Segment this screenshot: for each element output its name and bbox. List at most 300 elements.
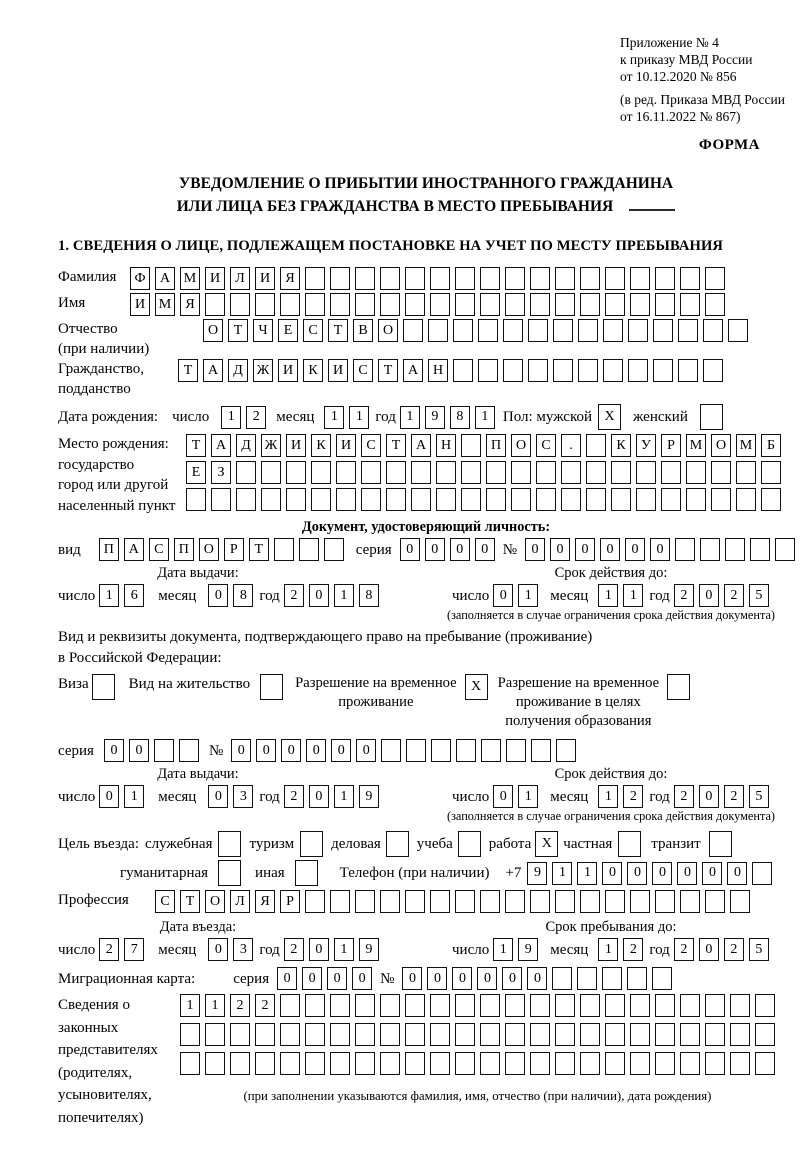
char-cell[interactable] [355,890,375,913]
char-cell[interactable] [380,1023,400,1046]
char-cell[interactable] [280,293,300,316]
char-cell[interactable]: 0 [550,538,570,561]
char-cell[interactable] [730,890,750,913]
char-cell[interactable] [711,461,731,484]
char-cell[interactable] [705,293,725,316]
char-cell[interactable] [461,461,481,484]
char-cell[interactable] [603,359,623,382]
char-cell[interactable] [761,488,781,511]
char-cell[interactable] [236,461,256,484]
char-cell[interactable] [330,890,350,913]
char-cell[interactable] [480,890,500,913]
char-cell[interactable]: Н [436,434,456,457]
char-cell[interactable] [705,1023,725,1046]
char-cell[interactable]: Я [280,267,300,290]
char-cell[interactable] [255,1023,275,1046]
char-cell[interactable] [180,1023,200,1046]
char-cell[interactable] [505,293,525,316]
char-cell[interactable]: 0 [356,739,376,762]
char-cell[interactable] [703,359,723,382]
char-cell[interactable]: 6 [124,584,144,607]
char-cell[interactable] [752,862,772,885]
char-cell[interactable]: 1 [180,994,200,1017]
char-cell[interactable] [580,994,600,1017]
char-cell[interactable] [555,890,575,913]
char-cell[interactable]: Е [278,319,298,342]
char-cell[interactable] [456,739,476,762]
char-cell[interactable] [705,267,725,290]
char-cell[interactable] [505,1023,525,1046]
char-cell[interactable] [630,267,650,290]
char-cell[interactable] [380,1052,400,1075]
char-cell[interactable]: 2 [284,938,304,961]
char-cell[interactable] [580,1052,600,1075]
char-cell[interactable] [680,293,700,316]
char-cell[interactable] [655,994,675,1017]
char-cell[interactable] [486,461,506,484]
char-cell[interactable] [603,319,623,342]
char-cell[interactable] [755,994,775,1017]
char-cell[interactable] [530,1052,550,1075]
char-cell[interactable]: 9 [359,785,379,808]
char-cell[interactable] [630,293,650,316]
char-cell[interactable]: 1 [334,584,354,607]
char-cell[interactable]: В [353,319,373,342]
char-cell[interactable]: С [353,359,373,382]
char-cell[interactable] [586,488,606,511]
char-cell[interactable]: Р [280,890,300,913]
char-cell[interactable] [705,994,725,1017]
char-cell[interactable]: 1 [124,785,144,808]
char-cell[interactable] [355,1023,375,1046]
char-cell[interactable] [661,488,681,511]
char-cell[interactable] [530,293,550,316]
char-cell[interactable] [630,890,650,913]
char-cell[interactable] [405,994,425,1017]
char-cell[interactable] [411,461,431,484]
char-cell[interactable]: 0 [231,739,251,762]
char-cell[interactable]: 0 [602,862,622,885]
char-cell[interactable] [405,267,425,290]
char-cell[interactable] [536,488,556,511]
char-cell[interactable] [531,739,551,762]
char-cell[interactable]: С [536,434,556,457]
char-cell[interactable]: М [155,293,175,316]
char-cell[interactable] [355,293,375,316]
char-cell[interactable] [480,1023,500,1046]
char-cell[interactable] [655,890,675,913]
char-cell[interactable] [478,359,498,382]
char-cell[interactable] [274,538,294,561]
char-cell[interactable]: О [203,319,223,342]
char-cell[interactable]: Д [236,434,256,457]
char-cell[interactable] [503,359,523,382]
char-cell[interactable]: 1 [334,938,354,961]
char-cell[interactable]: 9 [527,862,547,885]
char-cell[interactable] [655,1023,675,1046]
char-cell[interactable] [678,359,698,382]
char-cell[interactable] [261,488,281,511]
char-cell[interactable] [405,293,425,316]
char-cell[interactable] [653,319,673,342]
char-cell[interactable]: 1 [577,862,597,885]
char-cell[interactable]: 0 [208,785,228,808]
char-cell[interactable] [453,359,473,382]
char-cell[interactable]: О [378,319,398,342]
char-cell[interactable] [305,994,325,1017]
char-cell[interactable] [728,319,748,342]
char-cell[interactable] [205,1052,225,1075]
char-cell[interactable]: 8 [359,584,379,607]
char-cell[interactable]: И [278,359,298,382]
char-cell[interactable] [324,538,344,561]
char-cell[interactable]: А [155,267,175,290]
char-cell[interactable]: Ч [253,319,273,342]
char-cell[interactable]: 1 [99,584,119,607]
char-cell[interactable]: Т [186,434,206,457]
char-cell[interactable] [705,890,725,913]
char-cell[interactable] [725,538,745,561]
char-cell[interactable]: О [199,538,219,561]
char-cell[interactable] [299,538,319,561]
char-cell[interactable] [530,1023,550,1046]
char-cell[interactable] [577,967,597,990]
char-cell[interactable]: 0 [625,538,645,561]
char-cell[interactable] [655,293,675,316]
char-cell[interactable]: 1 [493,938,513,961]
temp-permit-checkbox[interactable]: X [465,674,488,700]
char-cell[interactable] [380,293,400,316]
char-cell[interactable] [361,461,381,484]
char-cell[interactable] [705,1052,725,1075]
char-cell[interactable] [506,739,526,762]
char-cell[interactable] [578,359,598,382]
char-cell[interactable] [628,319,648,342]
char-cell[interactable] [602,967,622,990]
char-cell[interactable] [405,890,425,913]
char-cell[interactable]: 5 [749,785,769,808]
char-cell[interactable]: 2 [246,406,266,429]
residence-permit-checkbox[interactable] [260,674,283,700]
char-cell[interactable]: 0 [652,862,672,885]
char-cell[interactable]: М [180,267,200,290]
char-cell[interactable]: А [211,434,231,457]
char-cell[interactable]: 1 [221,406,241,429]
char-cell[interactable] [700,538,720,561]
char-cell[interactable]: 2 [674,938,694,961]
char-cell[interactable]: 8 [233,584,253,607]
char-cell[interactable]: Ж [253,359,273,382]
char-cell[interactable]: 1 [598,785,618,808]
char-cell[interactable]: 2 [99,938,119,961]
char-cell[interactable]: 5 [749,938,769,961]
char-cell[interactable] [655,1052,675,1075]
char-cell[interactable] [455,293,475,316]
char-cell[interactable]: К [611,434,631,457]
char-cell[interactable] [680,1052,700,1075]
char-cell[interactable]: С [155,890,175,913]
char-cell[interactable]: 9 [359,938,379,961]
char-cell[interactable]: С [149,538,169,561]
char-cell[interactable] [430,1023,450,1046]
char-cell[interactable] [505,890,525,913]
char-cell[interactable]: 2 [724,785,744,808]
char-cell[interactable] [380,267,400,290]
char-cell[interactable]: И [130,293,150,316]
char-cell[interactable] [305,267,325,290]
char-cell[interactable]: П [174,538,194,561]
char-cell[interactable] [180,1052,200,1075]
char-cell[interactable] [179,739,199,762]
char-cell[interactable] [361,488,381,511]
char-cell[interactable] [280,994,300,1017]
char-cell[interactable] [530,994,550,1017]
char-cell[interactable] [552,967,572,990]
char-cell[interactable]: М [686,434,706,457]
char-cell[interactable] [430,293,450,316]
char-cell[interactable] [580,890,600,913]
char-cell[interactable]: 0 [281,739,301,762]
char-cell[interactable]: 0 [699,584,719,607]
char-cell[interactable] [661,461,681,484]
char-cell[interactable] [255,293,275,316]
char-cell[interactable] [561,488,581,511]
purpose-transit-checkbox[interactable] [709,831,732,857]
char-cell[interactable] [511,461,531,484]
char-cell[interactable]: Т [386,434,406,457]
char-cell[interactable]: 0 [475,538,495,561]
char-cell[interactable] [381,739,401,762]
char-cell[interactable] [755,1052,775,1075]
char-cell[interactable] [555,1023,575,1046]
char-cell[interactable]: 0 [702,862,722,885]
char-cell[interactable]: Р [661,434,681,457]
char-cell[interactable] [305,1023,325,1046]
char-cell[interactable]: У [636,434,656,457]
char-cell[interactable] [555,1052,575,1075]
char-cell[interactable] [653,359,673,382]
char-cell[interactable]: Я [180,293,200,316]
char-cell[interactable]: О [511,434,531,457]
char-cell[interactable] [736,488,756,511]
char-cell[interactable] [311,461,331,484]
char-cell[interactable]: 2 [230,994,250,1017]
char-cell[interactable]: 0 [256,739,276,762]
char-cell[interactable] [330,1052,350,1075]
char-cell[interactable]: 1 [334,785,354,808]
char-cell[interactable] [655,267,675,290]
char-cell[interactable]: 2 [674,584,694,607]
char-cell[interactable]: 1 [552,862,572,885]
char-cell[interactable] [205,1023,225,1046]
char-cell[interactable] [455,267,475,290]
char-cell[interactable] [280,1052,300,1075]
char-cell[interactable] [230,1052,250,1075]
char-cell[interactable]: З [211,461,231,484]
purpose-official-checkbox[interactable] [218,831,241,857]
char-cell[interactable]: 2 [623,938,643,961]
char-cell[interactable] [406,739,426,762]
char-cell[interactable]: 2 [284,584,304,607]
char-cell[interactable] [505,994,525,1017]
char-cell[interactable]: 0 [425,538,445,561]
char-cell[interactable]: Ж [261,434,281,457]
char-cell[interactable]: И [205,267,225,290]
char-cell[interactable] [680,1023,700,1046]
char-cell[interactable]: 0 [493,785,513,808]
char-cell[interactable]: 1 [349,406,369,429]
char-cell[interactable] [730,1052,750,1075]
char-cell[interactable] [605,267,625,290]
char-cell[interactable] [528,359,548,382]
char-cell[interactable]: 0 [309,584,329,607]
char-cell[interactable] [761,461,781,484]
char-cell[interactable]: 2 [724,938,744,961]
char-cell[interactable] [230,1023,250,1046]
char-cell[interactable] [154,739,174,762]
char-cell[interactable]: 8 [450,406,470,429]
char-cell[interactable]: 0 [327,967,347,990]
char-cell[interactable] [230,293,250,316]
char-cell[interactable] [355,994,375,1017]
edu-permit-checkbox[interactable] [667,674,690,700]
char-cell[interactable]: Т [249,538,269,561]
char-cell[interactable] [611,461,631,484]
char-cell[interactable]: 9 [518,938,538,961]
char-cell[interactable] [411,488,431,511]
char-cell[interactable] [605,1023,625,1046]
purpose-tourism-checkbox[interactable] [300,831,323,857]
char-cell[interactable] [453,319,473,342]
char-cell[interactable]: Ф [130,267,150,290]
char-cell[interactable] [480,293,500,316]
char-cell[interactable]: 0 [302,967,322,990]
char-cell[interactable]: 0 [208,584,228,607]
char-cell[interactable]: 0 [309,938,329,961]
char-cell[interactable] [503,319,523,342]
char-cell[interactable]: Е [186,461,206,484]
char-cell[interactable]: П [486,434,506,457]
char-cell[interactable] [611,488,631,511]
char-cell[interactable] [336,461,356,484]
char-cell[interactable] [755,1023,775,1046]
char-cell[interactable] [580,1023,600,1046]
char-cell[interactable] [605,1052,625,1075]
char-cell[interactable]: И [286,434,306,457]
char-cell[interactable]: Т [178,359,198,382]
char-cell[interactable]: 0 [699,785,719,808]
char-cell[interactable] [286,488,306,511]
char-cell[interactable]: 1 [518,785,538,808]
char-cell[interactable] [305,890,325,913]
char-cell[interactable] [380,890,400,913]
char-cell[interactable] [680,267,700,290]
char-cell[interactable] [686,461,706,484]
char-cell[interactable] [580,293,600,316]
char-cell[interactable]: 0 [677,862,697,885]
char-cell[interactable]: 0 [331,739,351,762]
char-cell[interactable] [586,434,606,457]
char-cell[interactable]: С [361,434,381,457]
char-cell[interactable] [386,461,406,484]
char-cell[interactable]: 0 [525,538,545,561]
char-cell[interactable] [430,890,450,913]
char-cell[interactable] [586,461,606,484]
char-cell[interactable] [580,267,600,290]
char-cell[interactable]: 1 [623,584,643,607]
char-cell[interactable] [636,461,656,484]
char-cell[interactable] [675,538,695,561]
char-cell[interactable] [555,267,575,290]
char-cell[interactable] [455,1023,475,1046]
char-cell[interactable]: 2 [255,994,275,1017]
char-cell[interactable] [480,267,500,290]
char-cell[interactable] [430,994,450,1017]
char-cell[interactable]: С [303,319,323,342]
char-cell[interactable]: 0 [477,967,497,990]
char-cell[interactable]: К [303,359,323,382]
sex-male-checkbox[interactable]: X [598,404,621,430]
char-cell[interactable] [711,488,731,511]
char-cell[interactable] [236,488,256,511]
char-cell[interactable] [555,293,575,316]
char-cell[interactable] [555,994,575,1017]
char-cell[interactable] [330,1023,350,1046]
char-cell[interactable] [775,538,795,561]
char-cell[interactable]: 2 [623,785,643,808]
char-cell[interactable] [436,488,456,511]
char-cell[interactable] [330,994,350,1017]
char-cell[interactable] [530,267,550,290]
char-cell[interactable]: 0 [208,938,228,961]
char-cell[interactable] [530,890,550,913]
char-cell[interactable]: 0 [650,538,670,561]
char-cell[interactable]: 0 [699,938,719,961]
char-cell[interactable] [280,1023,300,1046]
char-cell[interactable]: 2 [724,584,744,607]
char-cell[interactable]: Т [328,319,348,342]
purpose-study-checkbox[interactable] [458,831,481,857]
char-cell[interactable] [630,994,650,1017]
char-cell[interactable]: 1 [324,406,344,429]
char-cell[interactable]: 7 [124,938,144,961]
char-cell[interactable]: Л [230,267,250,290]
char-cell[interactable]: Я [255,890,275,913]
char-cell[interactable] [431,739,451,762]
char-cell[interactable]: Л [230,890,250,913]
char-cell[interactable] [455,994,475,1017]
char-cell[interactable]: 1 [400,406,420,429]
char-cell[interactable]: О [711,434,731,457]
char-cell[interactable] [511,488,531,511]
char-cell[interactable]: А [203,359,223,382]
char-cell[interactable]: 0 [99,785,119,808]
char-cell[interactable]: 0 [452,967,472,990]
char-cell[interactable]: 0 [450,538,470,561]
char-cell[interactable] [536,461,556,484]
char-cell[interactable] [205,293,225,316]
char-cell[interactable] [486,488,506,511]
char-cell[interactable]: И [336,434,356,457]
char-cell[interactable] [652,967,672,990]
char-cell[interactable] [605,293,625,316]
visa-checkbox[interactable] [92,674,115,700]
char-cell[interactable]: 2 [674,785,694,808]
char-cell[interactable]: 1 [518,584,538,607]
char-cell[interactable]: 0 [627,862,647,885]
char-cell[interactable] [480,1052,500,1075]
char-cell[interactable] [703,319,723,342]
